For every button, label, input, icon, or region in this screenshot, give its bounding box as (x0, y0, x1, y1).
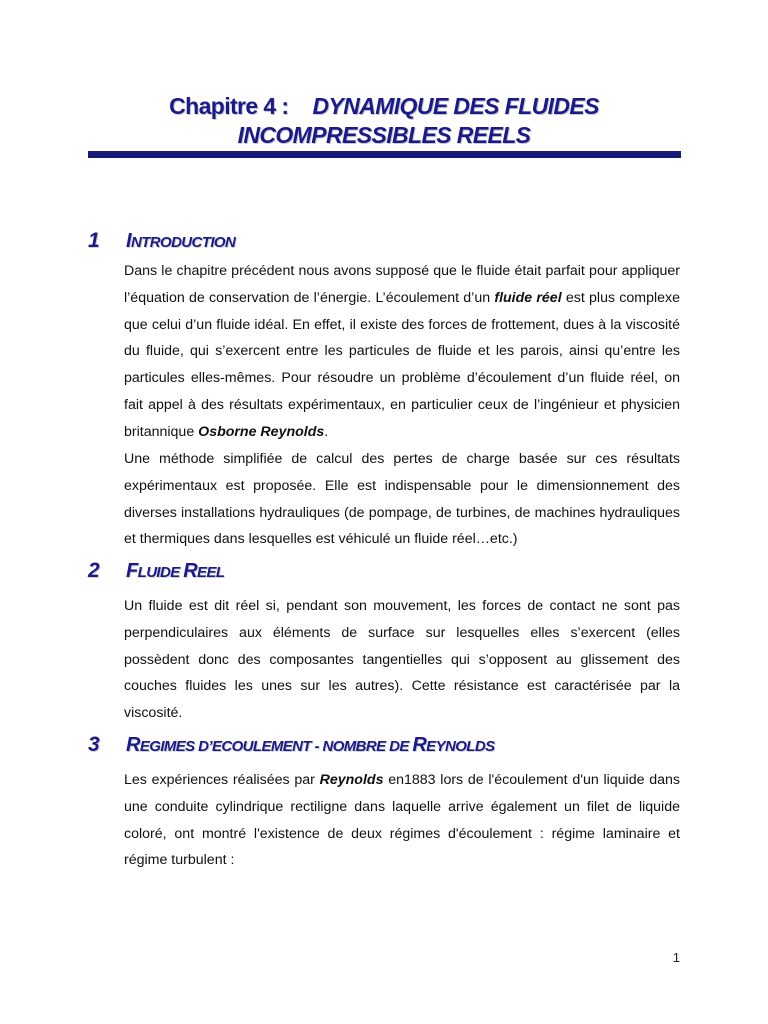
text-run: en1883 lors de l'écoulement d'un liquide dans une conduite cylindrique rectiligne dans laquelle arrive également un filet de liquide coloré, ont montré l'existence de deux régimes d'écoulement : régime laminaire et régime turbulent : (124, 772, 680, 869)
section-title-initial: I (126, 230, 131, 252)
section-title-rest: LUIDE (137, 564, 184, 581)
section-title-initial: R (183, 560, 198, 582)
section-title-initial: R (126, 734, 140, 756)
section-number: 2 (88, 559, 100, 582)
section-number: 3 (88, 733, 100, 756)
paragraph-regimes (124, 767, 680, 874)
section-title-initial: F (126, 560, 138, 582)
page-number: 1 (672, 950, 680, 965)
section-title-rest: EGIMES D’ECOULEMENT - NOMBRE DE (139, 738, 413, 755)
text-run: Les expériences réalisées par (124, 772, 320, 788)
chapter-label: Chapitre 4 : (169, 93, 289, 119)
text-run: Dans le chapitre précédent nous avons supposé que le fluide était parfait pour appliquer l’équation de conservation de l’énergie. L’écoulement d’un (124, 263, 680, 306)
chapter-title-line2: INCOMPRESSIBLES REELS (237, 122, 531, 148)
emphasis-osborne-reynolds: Osborne Reynolds (198, 423, 325, 440)
section-title-rest: EEL (197, 564, 225, 581)
paragraph-introduction-2: Une méthode simplifiée de calcul des pertes de charge basée sur ces résultats expérimentaux est proposée. Elle est indispensable pour le dimensionnement des diverses installations hydrauliques (de pompage, de turbines, de machines hydrauliques et thermiques dans lesquelles est véhiculé un fluide réel…etc.) (124, 451, 680, 548)
paragraph-introduction-1 (124, 258, 680, 446)
section-number: 1 (88, 229, 100, 252)
section-title-rest: NTRODUCTION (130, 234, 236, 251)
section-title-initial: R (412, 734, 427, 756)
section-title-rest: EYNOLDS (426, 738, 495, 755)
chapter-title (88, 92, 680, 150)
emphasis-reynolds: Reynolds (319, 772, 384, 788)
emphasis-fluide-reel: fluide réel (494, 289, 562, 306)
chapter-title-line1: DYNAMIQUE DES FLUIDES (312, 93, 599, 119)
paragraph-fluide-reel: Un fluide est dit réel si, pendant son mouvement, les forces de contact ne sont pas perpendiculaires aux éléments de surface sur lesquelles elles s’exercent (elles possèdent donc des composantes tangentielles qui s’opposent au glissement des couches fluides les unes sur les autres). Cette résistance est caractérisée par la viscosité. (124, 598, 680, 722)
title-underline-rule (88, 151, 681, 158)
section-heading-introduction (88, 229, 235, 253)
section-heading-fluide-reel (88, 559, 224, 583)
text-run: . (324, 423, 329, 440)
text-run: est plus complexe que celui d’un fluide idéal. En effet, il existe des forces de frottement, dues à la viscosité du fluide, qui s’exercent entre les particules de fluide et les parois, ainsi qu’entre les particules elles-mêmes. Pour résoudre un problème d’écoulement d’un fluide réel, on fait appel à des résultats expérimentaux, en particulier ceux de l’ingénieur et physicien britannique (124, 289, 681, 440)
section-heading-regimes (88, 733, 494, 757)
